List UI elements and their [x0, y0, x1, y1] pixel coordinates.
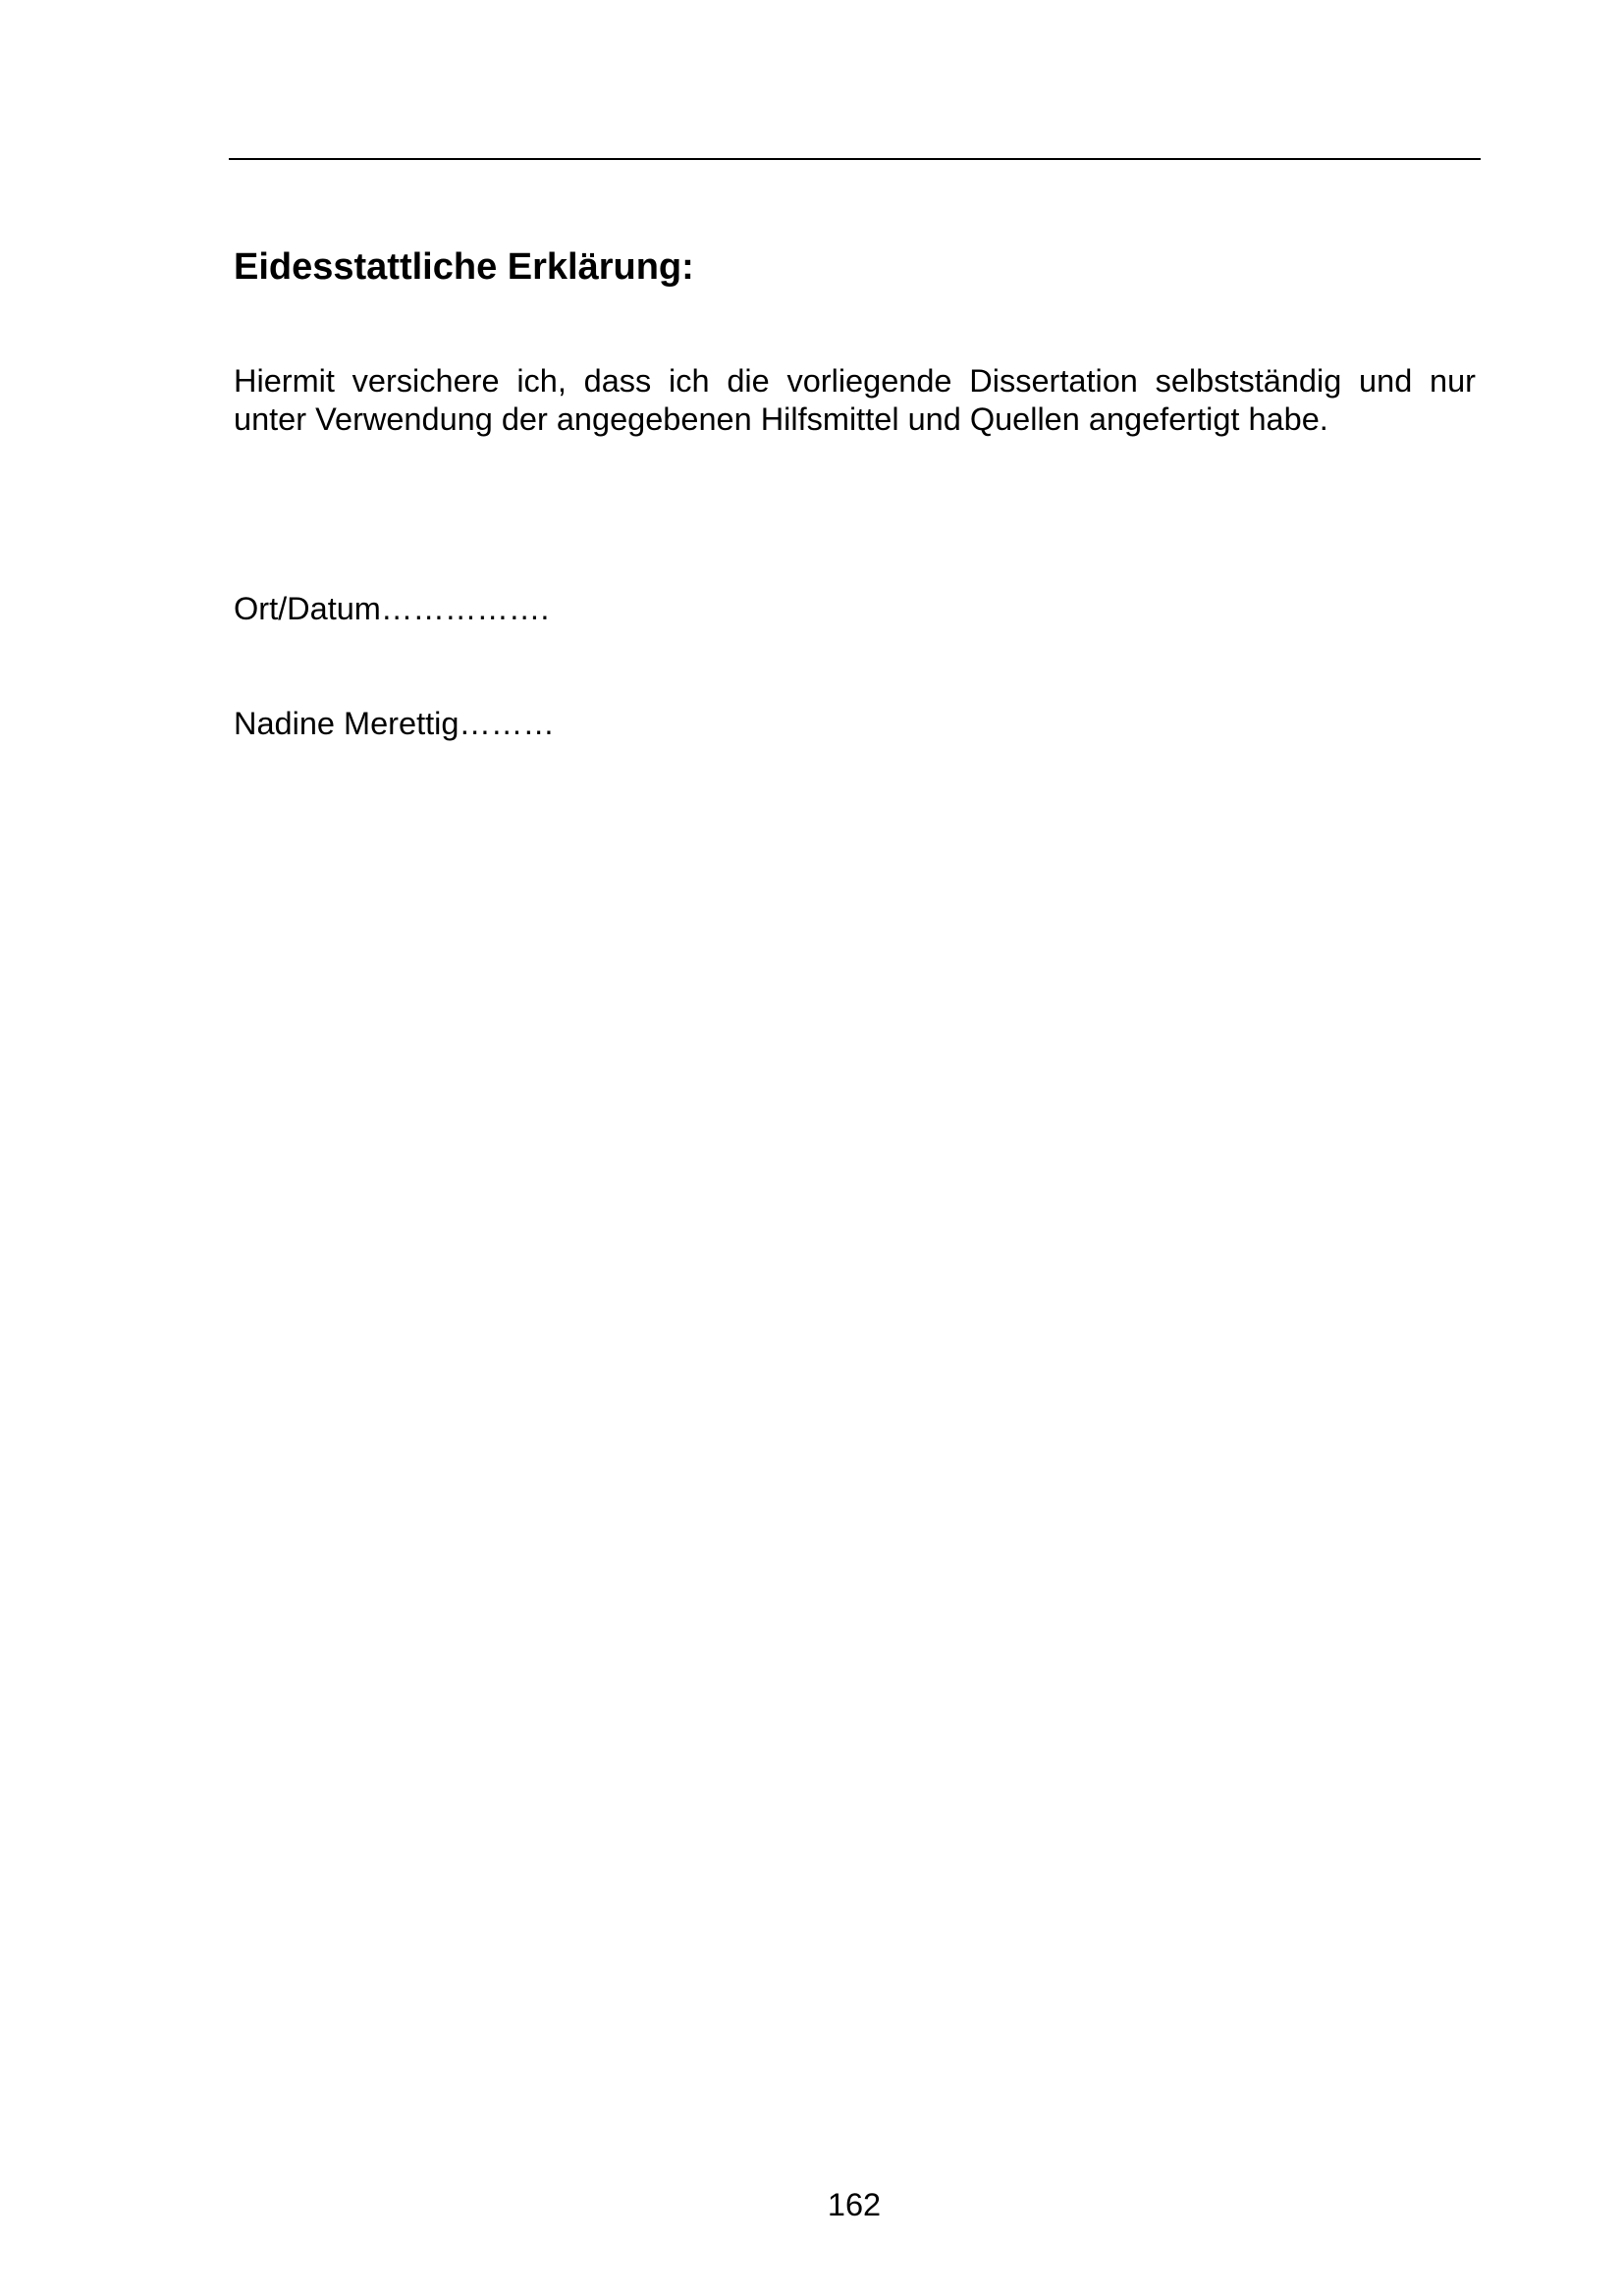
declaration-text [234, 362, 1476, 439]
declaration-line-2: unter Verwendung der angegebenen Hilfsmittel und Quellen angefertigt habe. [234, 401, 1328, 437]
signature-name-line: Nadine Merettig……… [234, 706, 555, 741]
page-number: 162 [827, 2187, 882, 2222]
declaration-line-1: Hiermit versichere ich, dass ich die vorliegende Dissertation selbstständig und nur [234, 363, 1476, 399]
place-date-line: Ort/Datum……………. [234, 591, 550, 626]
declaration-heading: Eidesstattliche Erklärung: [234, 246, 694, 288]
header-rule [229, 158, 1481, 160]
